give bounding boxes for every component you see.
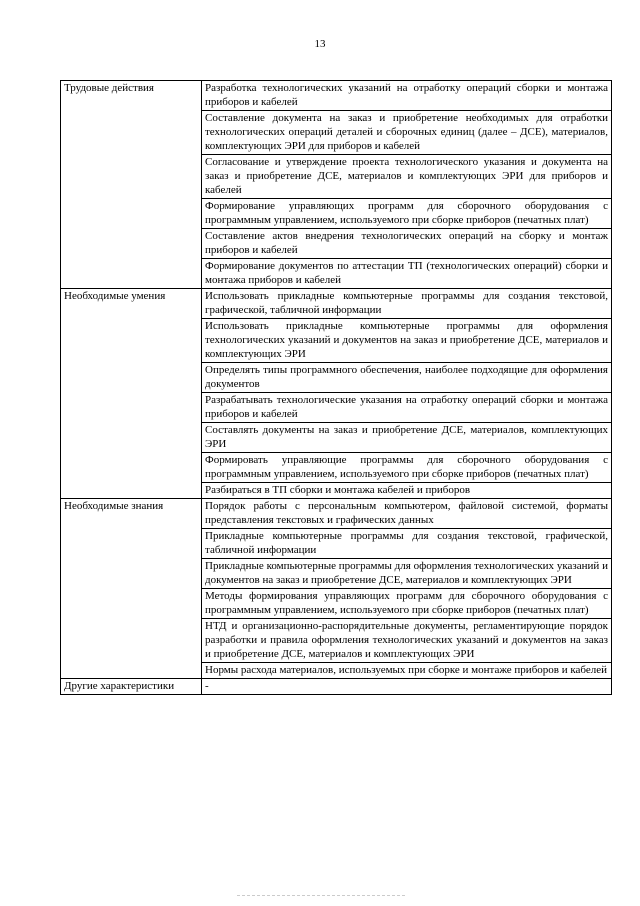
qualification-table-body [61, 81, 612, 695]
qualification-table [60, 80, 612, 695]
page-number: 13 [314, 38, 326, 50]
section-item: Составление документа на заказ и приобретение необходимых для отработки технологических операций деталей и сборочных единиц (далее – ДСЕ), материалов, комплектующих ЭРИ для приборов и кабелей [202, 111, 612, 155]
section-item: Формировать управляющие программы для сборочного оборудования с программным управлением, используемого при сборке приборов (печатных плат) [202, 453, 612, 483]
table-row [61, 289, 612, 319]
section-item: Составление актов внедрения технологических операций на сборку и монтаж приборов и кабелей [202, 229, 612, 259]
section-item: - [202, 679, 612, 695]
table-row [61, 81, 612, 111]
section-item: Формирование управляющих программ для сборочного оборудования с программным управлением, используемого при сборке приборов (печатных плат) [202, 199, 612, 229]
section-item: Использовать прикладные компьютерные программы для оформления технологических указаний и документов на заказ и приобретение ДСЕ, материалов и комплектующих ЭРИ [202, 319, 612, 363]
section-item: Согласование и утверждение проекта технологического указания и документа на заказ и приобретение ДСЕ, материалов и комплектующих ЭРИ для приборов и кабелей [202, 155, 612, 199]
section-label: Необходимые умения [61, 289, 202, 499]
table-row [61, 679, 612, 695]
section-item: НТД и организационно-распорядительные документы, регламентирующие порядок разработки и правила оформления технологических указаний и документов на заказ и приобретение ДСЕ, материалов и комплектующих ЭРИ [202, 619, 612, 663]
section-item: Прикладные компьютерные программы для оформления технологических указаний и документов на заказ и приобретение ДСЕ, материалов и комплектующих ЭРИ [202, 559, 612, 589]
section-label: Необходимые знания [61, 499, 202, 679]
section-item: Разрабатывать технологические указания на отработку операций сборки и монтажа приборов и кабелей [202, 393, 612, 423]
section-item: Нормы расхода материалов, используемых при сборке и монтаже приборов и кабелей [202, 663, 612, 679]
section-item: Формирование документов по аттестации ТП (технологических операций) сборки и монтажа приборов и кабелей [202, 259, 612, 289]
table-row [61, 499, 612, 529]
section-item: Разбираться в ТП сборки и монтажа кабелей и приборов [202, 483, 612, 499]
section-label: Другие характеристики [61, 679, 202, 695]
section-item: Прикладные компьютерные программы для создания текстовой, графической, табличной информации [202, 529, 612, 559]
section-label: Трудовые действия [61, 81, 202, 289]
section-item: Разработка технологических указаний на отработку операций сборки и монтажа приборов и кабелей [202, 81, 612, 111]
section-item: Методы формирования управляющих программ для сборочного оборудования с программным управлением, используемого при сборке приборов (печатных плат) [202, 589, 612, 619]
section-item: Порядок работы с персональным компьютером, файловой системой, форматы представления текстовых и графических данных [202, 499, 612, 529]
section-item: Определять типы программного обеспечения, наиболее подходящие для оформления документов [202, 363, 612, 393]
section-item: Использовать прикладные компьютерные программы для создания текстовой, графической, табличной информации [202, 289, 612, 319]
section-item: Составлять документы на заказ и приобретение ДСЕ, материалов, комплектующих ЭРИ [202, 423, 612, 453]
scan-artifact [237, 895, 405, 906]
